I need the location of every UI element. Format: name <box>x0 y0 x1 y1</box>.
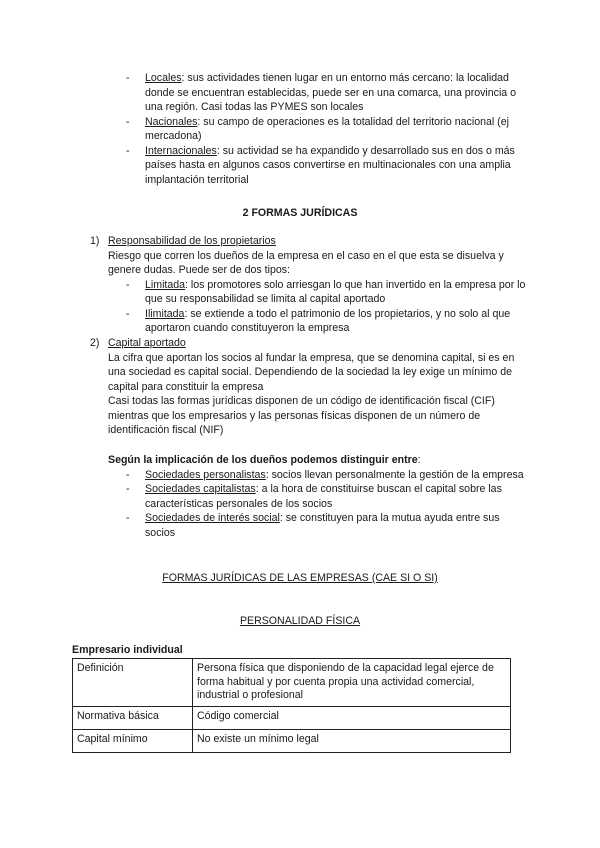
list-item: - Locales: sus actividades tienen lugar en un entorno más cercano: la localidad donde se encuentran establecidas, puede ser en una comarca, una provincia o una región. Casi todas las PYMES son locales <box>126 72 517 113</box>
item-2-title: Capital aportado <box>108 337 186 349</box>
term: Sociedades de interés social <box>145 512 280 524</box>
table-row <box>73 659 511 707</box>
term: Internacionales <box>145 144 217 157</box>
term: Nacionales <box>145 115 198 128</box>
table-row <box>73 730 511 753</box>
list-item: - Internacionales: su actividad se ha expandido y desarrollado sus en dos o más países hasta en algunos casos convertirse en multinacionales con una amplia implantación territorial <box>126 144 515 186</box>
list-item: - Nacionales: su campo de operaciones es la totalidad del territorio nacional (ej mercadona) <box>126 115 509 142</box>
term: Sociedades personalistas <box>145 468 266 481</box>
term: Ilimitada <box>145 307 185 320</box>
scope-list <box>126 71 528 187</box>
liability-types <box>126 278 530 336</box>
table-key: Definición <box>73 659 193 707</box>
empresario-table <box>72 658 511 753</box>
item-2: 2) Capital aportado La cifra que aportan los socios al fundar la empresa, que se denomina capital, si es en una sociedad es capital social. Dependiendo de la sociedad la ley exige un mínimo de capital para constituir la empresa Casi todas las formas jurídicas disponen de un código de identificación fiscal (CIF) mientras que los empresarios y las personas físicas disponen de un número de identificación fiscal (NIF) <box>90 336 530 438</box>
term: Sociedades capitalistas <box>145 483 256 495</box>
empresario-heading: Empresario individual <box>72 644 183 656</box>
personalidad-title: PERSONALIDAD FÍSICA <box>239 615 361 627</box>
item-1-intro: Riesgo que corren los dueños de la empresa en el caso en el que esta se disuelva y genere dudas. Puede ser de dos tipos: <box>108 249 504 276</box>
list-item: - Ilimitada: se extiende a todo el patrimonio de los propietarios, y no solo al que aportaron cuando constituyeron la empresa <box>126 307 511 334</box>
society-types <box>126 468 528 541</box>
item-2-para: La cifra que aportan los socios al fundar la empresa, que se denomina capital, si es en una sociedad es capital social. Dependiendo de la sociedad la ley exige un mínimo de capital para constituir la empresa <box>108 351 515 393</box>
table-value: No existe un mínimo legal <box>193 730 511 753</box>
table-row <box>73 707 511 730</box>
table-key: Capital mínimo <box>73 730 193 753</box>
term: Locales <box>145 72 182 84</box>
list-item: - Limitada: los promotores solo arriesgan lo que han invertido en la empresa por lo que su responsabilidad se limita al capital aportado <box>126 278 526 305</box>
item-1-title: Responsabilidad de los propietarios <box>108 235 276 247</box>
list-item: - Sociedades capitalistas: a la hora de constituirse buscan el capital sobre las características personales de los socios <box>126 483 502 510</box>
term: Limitada <box>145 278 186 291</box>
table-value: Persona física que disponiendo de la capacidad legal ejerce de forma habitual y por cuenta propia una actividad comercial, industrial o profesional <box>193 659 511 707</box>
list-item: - Sociedades de interés social: se constituyen para la mutua ayuda entre sus socios <box>126 512 500 539</box>
item-2-para: Casi todas las formas jurídicas disponen de un código de identificación fiscal (CIF) mientras que los empresarios y las personas físicas disponen de un número de identificación fiscal (NIF) <box>108 395 495 436</box>
formas-title: FORMAS JURÍDICAS DE LAS EMPRESAS (CAE SI O SI) <box>162 572 438 584</box>
table-value: Código comercial <box>193 707 511 730</box>
section-title: 2 FORMAS JURÍDICAS <box>242 207 358 219</box>
implication-heading: Según la implicación de los dueños podemos distinguir entre: <box>108 454 421 466</box>
implication-section <box>108 453 528 540</box>
list-item: - Sociedades personalistas: socios llevan personalmente la gestión de la empresa <box>126 468 524 481</box>
item-1: 1) Responsabilidad de los propietarios Riesgo que corren los dueños de la empresa en el caso en el que esta se disuelva y genere dudas. Puede ser de dos tipos: - Limitada: los promotores solo arriesgan lo que han invertido en la empresa por lo que su responsabilidad se limita al capital aportado - Ilimitada: se extiende a todo el patrimonio de los propietarios, y no solo al que aportaron cuando constituyeron la empresa <box>90 234 530 336</box>
table-key: Normativa básica <box>73 707 193 730</box>
